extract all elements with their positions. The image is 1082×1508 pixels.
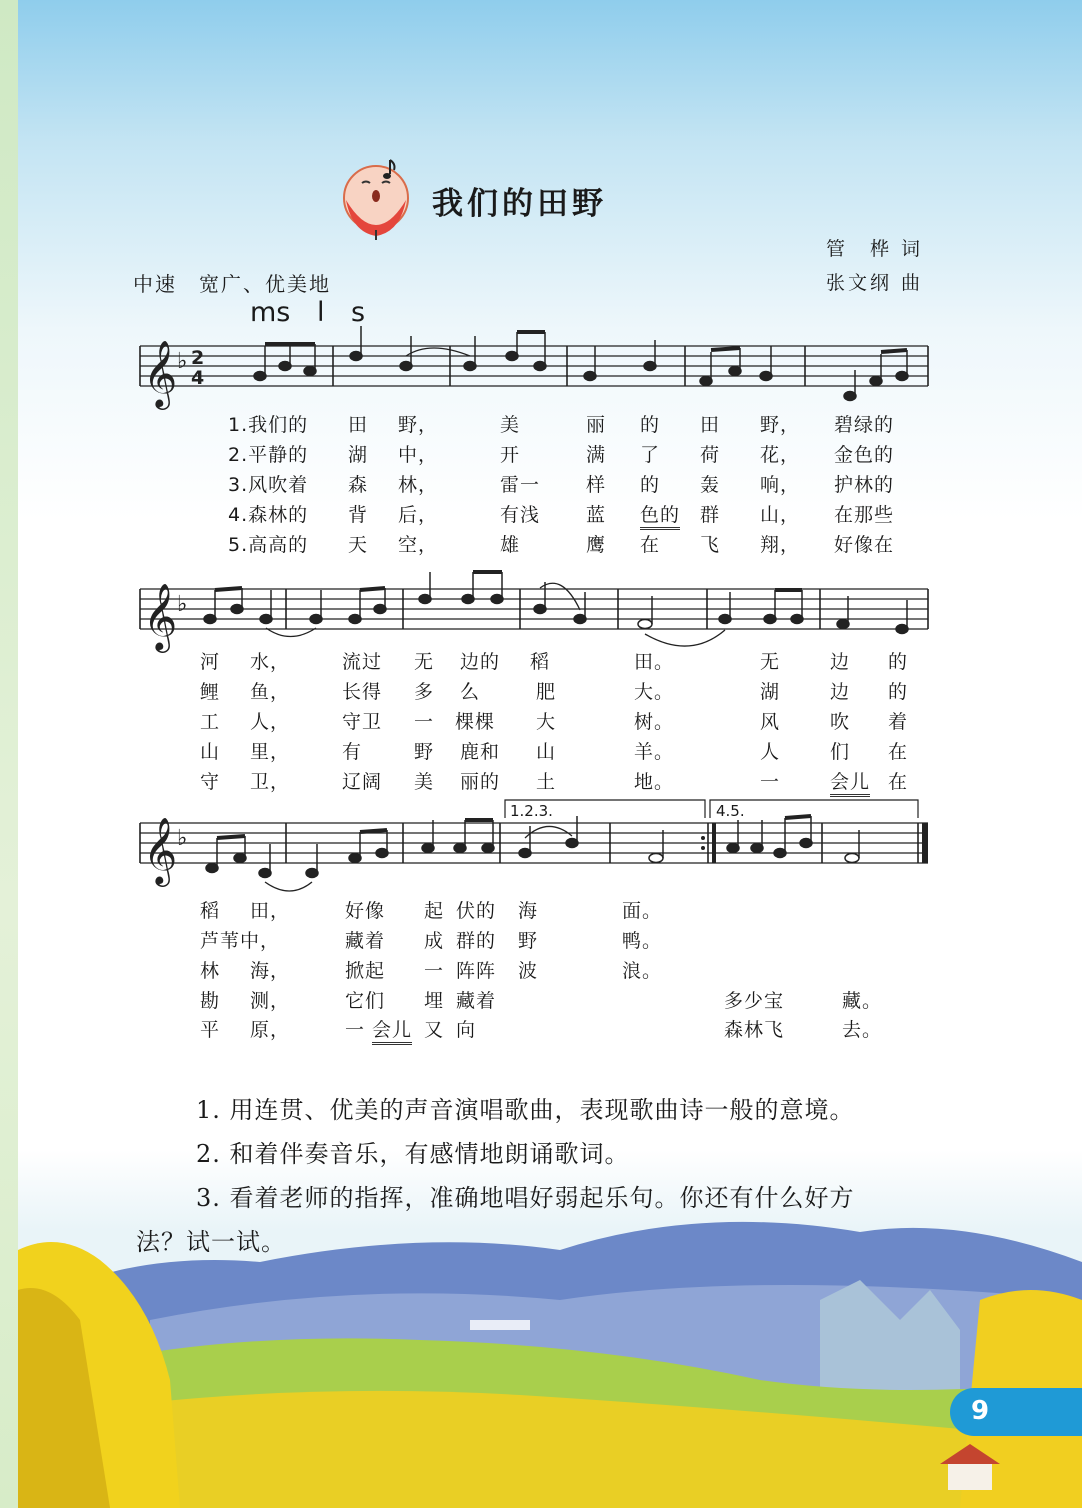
treble-clef-icon: 𝄞 bbox=[143, 816, 178, 884]
treble-clef-icon: 𝄞 bbox=[143, 582, 178, 650]
volta-first-ending: 1.2.3. bbox=[510, 802, 553, 820]
instruction-1: 1. 用连贯、优美的声音演唱歌曲，表现歌曲诗一般的意境。 bbox=[196, 1096, 855, 1124]
solfege-annotation: ms l s bbox=[250, 297, 366, 328]
volta-second-ending: 4.5. bbox=[716, 802, 745, 820]
composer-credit: 张文纲 曲 bbox=[826, 272, 924, 294]
instruction-3-continued: 法？试一试。 bbox=[136, 1228, 286, 1256]
textbook-page: 我们的田野 管 桦 词 张文纲 曲 中速 宽广、优美地 ms l s 𝄞 𝄞 𝄞 ♭ ♭ ♭ 2 4 1.2.3. 4.5. 1.我们的 田 野， 美 丽 的 田 野， 碧绿的 2.平静的 湖 中， 开 满 了 荷 花， 金色的 3.风吹着 森 林， 雷一 样 的 轰 响， 护林的 4.森林的 背 后， 有浅 蓝 色的 群 山， 在那些 5.高高的 天 空， 雄 鹰 在 飞 翔， 好像在 河 水， 流过 无 边的 稻 田。 无 边 的 鲤 鱼， 长得 多 么 肥 大。 湖 边 的 工 人， 守卫 一 棵棵 大 树。 风 吹 着 山 里， 有 野 鹿和 山 羊。 人 们 在 守 卫， 辽阔 美 丽的 土 地。 一 会儿 在 稻 田， 好像 起 伏的 海 面。 芦苇中， 藏着 成 群的 野 鸭。 林 海， 掀起 一 阵阵 波 浪。 勘 测， 它们 埋 藏着 多少宝 藏。 平 原， 一 会儿 又 向 森林飞 去。 1. 用连贯、优美的声音演唱歌曲，表现歌曲诗一般的意境。 2. 和着伴奏音乐，有感情地朗诵歌词。 3. 看着老师的指挥，准确地唱好弱起乐句。你还有什么好方 法？试一试。 9 bbox=[0, 0, 1082, 1508]
song-title: 我们的田野 bbox=[432, 186, 607, 222]
svg-text:♭: ♭ bbox=[177, 592, 188, 617]
tempo-marking: 中速 宽广、优美地 bbox=[133, 272, 331, 296]
svg-text:4: 4 bbox=[191, 367, 205, 389]
svg-text:♭: ♭ bbox=[177, 826, 188, 851]
svg-text:♭: ♭ bbox=[177, 349, 188, 374]
treble-clef-icon: 𝄞 bbox=[143, 339, 178, 407]
instruction-2: 2. 和着伴奏音乐，有感情地朗诵歌词。 bbox=[196, 1140, 630, 1168]
lyricist-credit: 管 桦 词 bbox=[826, 238, 924, 260]
svg-text:2: 2 bbox=[191, 347, 205, 369]
page-number-badge bbox=[950, 1388, 1082, 1436]
page-number: 9 bbox=[970, 1396, 990, 1426]
instruction-3: 3. 看着老师的指挥，准确地唱好弱起乐句。你还有什么好方 bbox=[196, 1184, 855, 1212]
